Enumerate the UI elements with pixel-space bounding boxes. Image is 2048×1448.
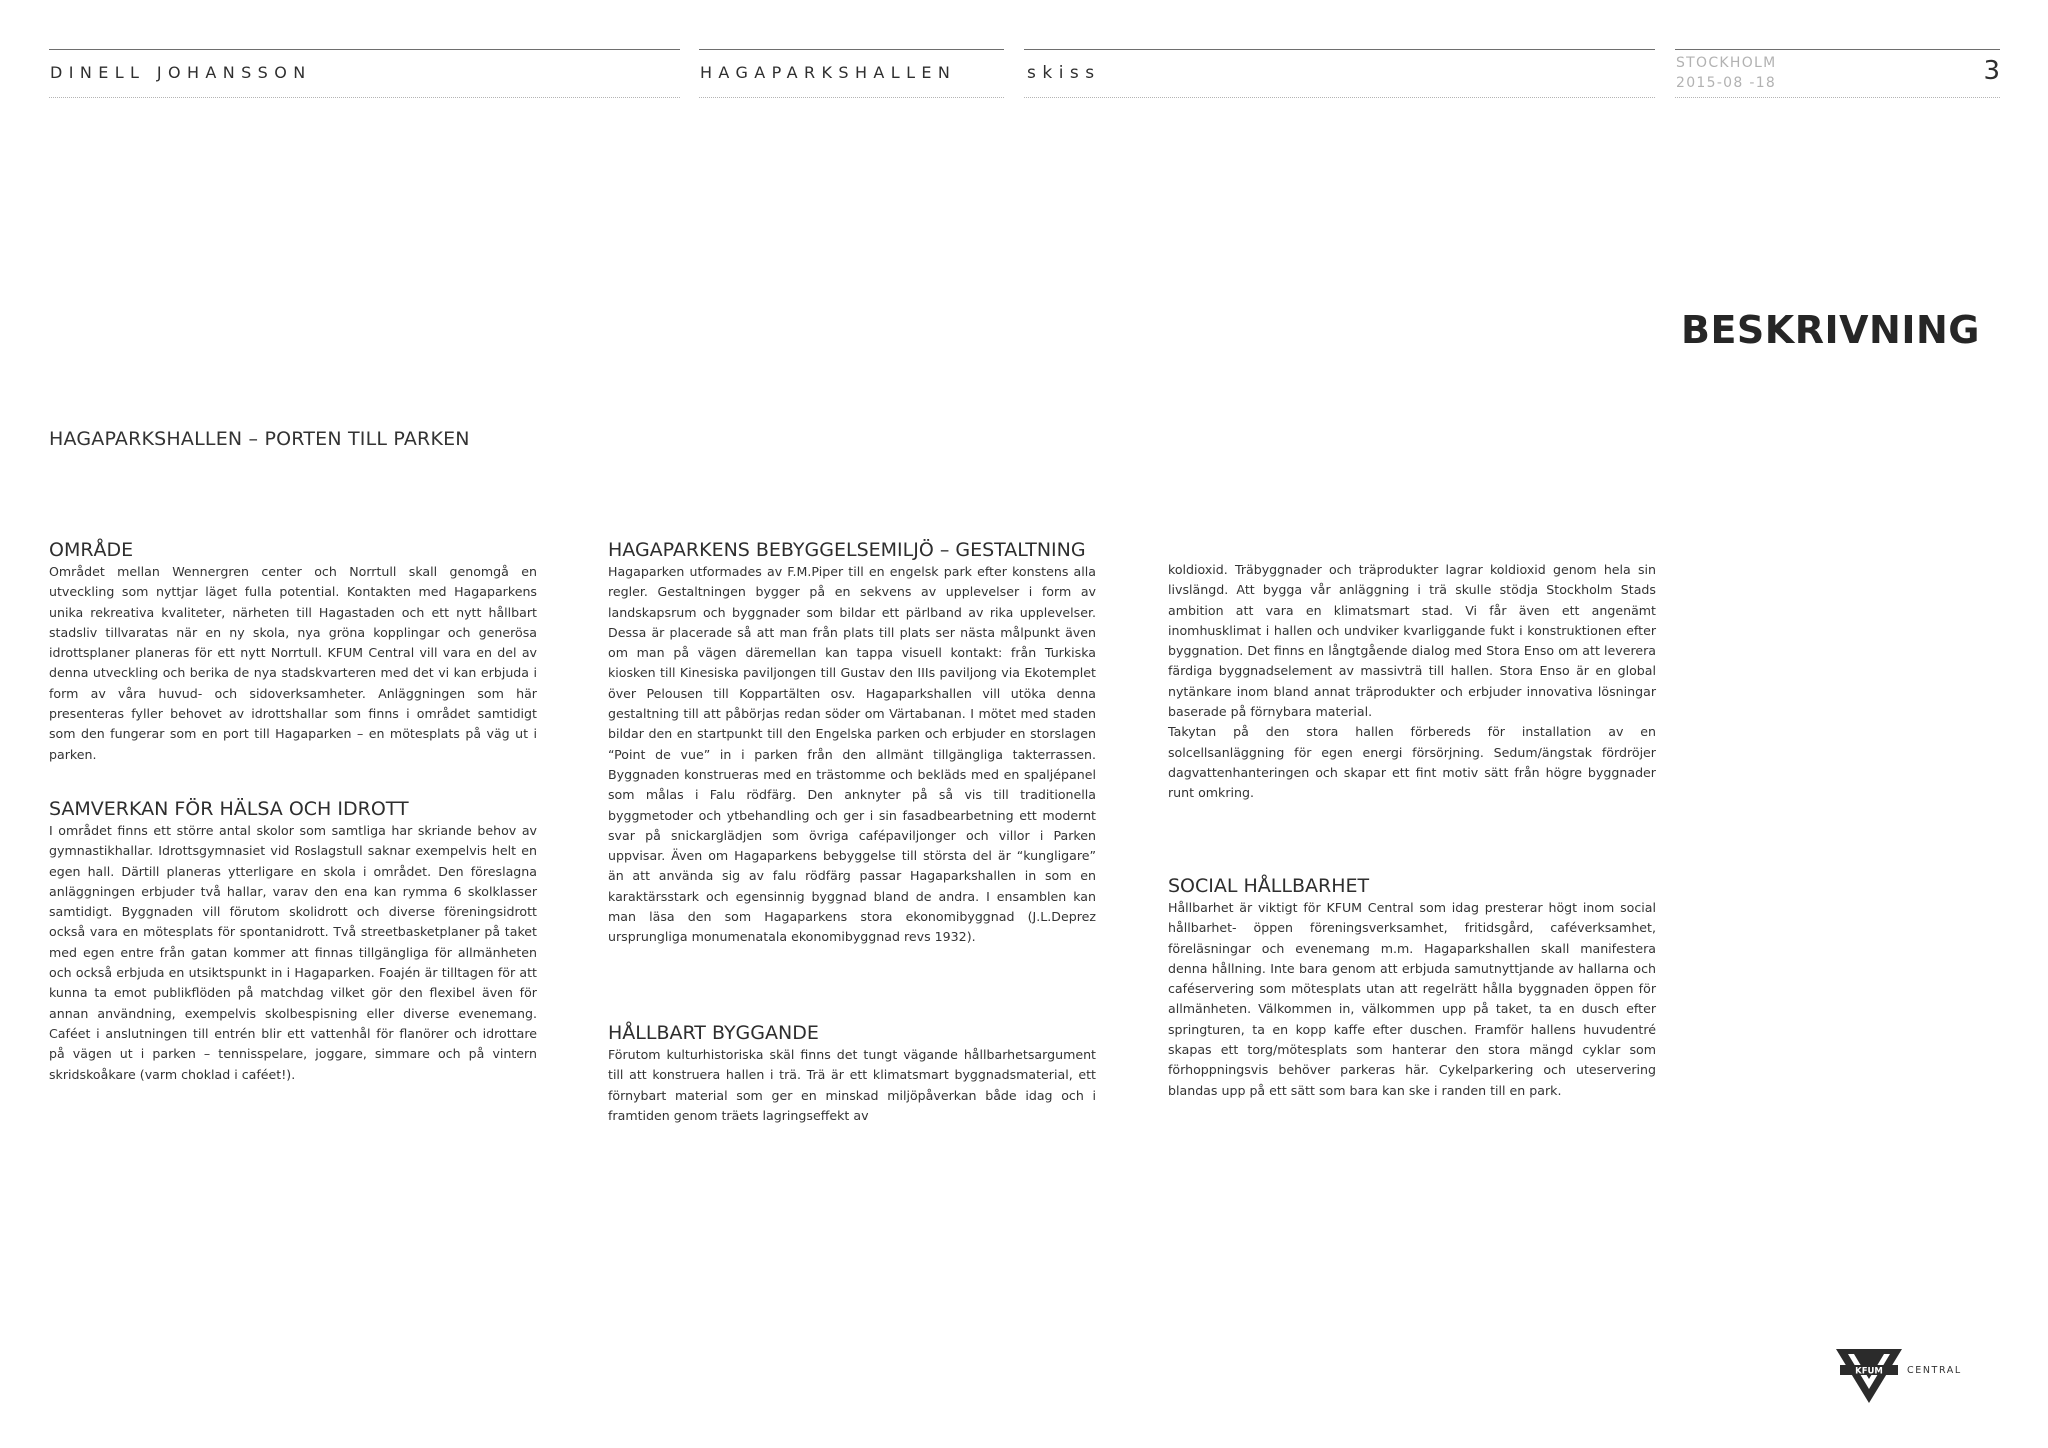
section-heading-samverkan: SAMVERKAN FÖR HÄLSA OCH IDROTT <box>49 798 409 820</box>
kfum-logo <box>1832 1349 1972 1405</box>
section-heading-hallbart: HÅLLBART BYGGANDE <box>608 1022 819 1044</box>
page-subtitle: HAGAPARKSHALLEN – PORTEN TILL PARKEN <box>49 428 470 450</box>
section-body-bebyggelse: Hagaparken utformades av F.M.Piper till en engelsk park efter konstens alla regler. Gestaltningen bygger på en sekvens av upplevelser i form av landskapsrum och byggnader som bildar ett pärlband av rika upplevelser. Dessa är placerade så att man från plats till plats ser nästa målpunkt även om man på vägen däremellan kan tappa visuell kontakt: från Turkiska kiosken till Kinesiska paviljongen till Gustav den IIIs paviljong via Ekotemplet över Pelousen till Koppartälten osv. Hagaparkshallen vill utöka denna gestaltning till att påbörjas redan söder om Värtabanan. I mötet med staden bildar den en startpunkt till den Engelska parken och erbjuder en storslagen “Point de vue” in i parken från den allmänt tillgängliga takterrassen. Byggnaden konstrueras med en trästomme och bekläds med en spaljépanel som målas i Falu rödfärg. Den anknyter på så vis till traditionella byggmetoder och ytbehandling och ger i sin fasadbearbetning ett modernt svar på snickarglädjen som övriga cafépaviljonger och villor i Parken uppvisar. Även om Hagaparkens bebyggelse till största del är “kungligare” än att använda sig av falu rödfärg passar Hagaparkshallen in som en karaktärsstark och egensinnig byggnad bland de andra. I ensamblen kan man läsa den som Hagaparkens stora ekonomibyggnad (J.L.Deprez ursprungliga monumenatala ekonomibyggnad revs 1932). <box>608 564 1096 945</box>
section-body-hallbart: Förutom kulturhistoriska skäl finns det tungt vägande hållbarhetsargument till att konstruera hallen i trä. Trä är ett klimatsmart byggnadsmaterial, ett förnybart material som ger en minskad miljöpåverkan både idag och i framtiden genom träets lagringseffekt av <box>608 1047 1096 1123</box>
logo-emblem-text: KFUM <box>1855 1366 1883 1377</box>
section-body-omrade: Området mellan Wennergren center och Norrtull skall genomgå en utveckling som nyttjar läget fulla potential. Kontakten med Hagaparkens unika rekreativa kvaliteter, närheten till Hagastaden och ett nytt hållbart stadsliv tillvaratas när en ny skola, nya gröna kopplingar och generösa idrottsplaner planeras för ett nytt Norrtull. KFUM Central vill vara en del av denna utveckling och berika de nya stadskvarteren med det vi kan erbjuda i form av våra huvud- och sidoverksamheter. Anläggningen som här presenteras fyller behovet av idrottshallar som finns i området samtidigt som den fungerar som en port till Hagaparken – en mötesplats på väg ut i parken. <box>49 564 537 762</box>
section-body-samverkan: I området finns ett större antal skolor som samtliga har skriande behov av gymnastikhallar. Idrottsgymnasiet vid Roslagstull saknar exempelvis helt en egen hall. Därtill planeras ytterligare en skola i området. Den föreslagna anläggningen erbjuder två hallar, varav den ena kan rymma 6 skolklasser samtidigt. Byggnaden vill förutom skolidrott och diverse föreningsidrott också vara en mötesplats för spontanidrott. Två streetbasketplaner på taket med egen entre från gatan kommer att finnas tillgängliga för allmänheten och också erbjuda en utsiktspunkt in i Hagaparken. Foajén är tilltagen för att kunna ta emot publikflöden på matchdag vilket gör den flexibel även för annan användning, exempelvis skolbespisning eller diverse evenemang. Caféet i anslutningen till entrén blir ett vattenhål för flanörer och idrottare på vägen ut i parken – tennisspelare, joggare, simmare och på vintern skridskoåkare (varm choklad i caféet!). <box>49 823 537 1082</box>
section-body-social: Hållbarhet är viktigt för KFUM Central som idag presterar högt inom social hållbarhet- öppen föreningsverksamhet, fritidsgård, caféverksamhet, föreläsningar och evenemang m.m. Hagaparkshallen skall manifestera denna hållning. Inte bara genom att erbjuda samutnyttjande av hallarna och caféservering som mötesplats utan att regelrätt hålla byggnaden öppen för allmänheten. Välkommen in, välkommen upp på taket, ta en dusch efter springturen, ta en kopp kaffe efter duschen. Framför hallens huvudentré skapas ett torg/mötesplats som hanterar den stora mängd cyklar som förhoppningsvis behöver parkeras här. Cykelparkering och uteservering blandas upp på ett sätt som bara kan ske i randen till en park. <box>1168 900 1656 1098</box>
header-city: STOCKHOLM <box>1676 55 1777 71</box>
section-bebyggelse <box>608 538 1096 948</box>
section-heading-bebyggelse: HAGAPARKENS BEBYGGELSEMILJÖ – GESTALTNING <box>608 539 1086 561</box>
section-heading-social: SOCIAL HÅLLBARHET <box>1168 875 1370 897</box>
section-hallbart-continued <box>1168 560 1656 804</box>
header-stage-block <box>1024 49 1655 98</box>
section-hallbart <box>608 1021 1096 1126</box>
header-project-block <box>699 49 1004 98</box>
header-author: DINELL JOHANSSON <box>50 63 312 82</box>
section-omrade <box>49 538 537 765</box>
header-stage: skiss <box>1027 63 1101 83</box>
section-body-hallbart-continued-1: koldioxid. Träbyggnader och träprodukter lagrar koldioxid genom hela sin livslängd. Att bygga vår anläggning i trä skulle stödja Stockholm Stads ambition att vara en klimatsmart stad. Vi får även ett angenämt inomhusklimat i hallen och undviker kvarliggande fukt i konstruktionen efter byggnation. Det finns en långtgående dialog med Stora Enso om att leverera färdiga byggnadselement av massivträ till hallen. Stora Enso är en global nytänkare inom bland annat träprodukter och erbjuder innovativa lösningar baserade på förnybara material. <box>1168 562 1656 720</box>
section-heading-omrade: OMRÅDE <box>49 539 134 561</box>
header-project: HAGAPARKSHALLEN <box>700 63 957 82</box>
header-location-block <box>1675 49 2000 98</box>
section-social <box>1168 874 1656 1101</box>
logo-wordmark: CENTRAL <box>1907 1365 1962 1376</box>
section-body-hallbart-continued-2: Takytan på den stora hallen förbereds för installation av en solcellsanläggning för egen energi försörjning. Sedum/ängstak fördröjer dagvattenhanteringen och skapar ett fint motiv sätt från högre byggnader runt omkring. <box>1168 724 1656 801</box>
page-number: 3 <box>1983 56 2000 86</box>
header-date: 2015-08 -18 <box>1676 75 1777 91</box>
page-title: BESKRIVNING <box>1681 308 1980 352</box>
section-samverkan <box>49 797 537 1085</box>
header-author-block <box>49 49 680 98</box>
